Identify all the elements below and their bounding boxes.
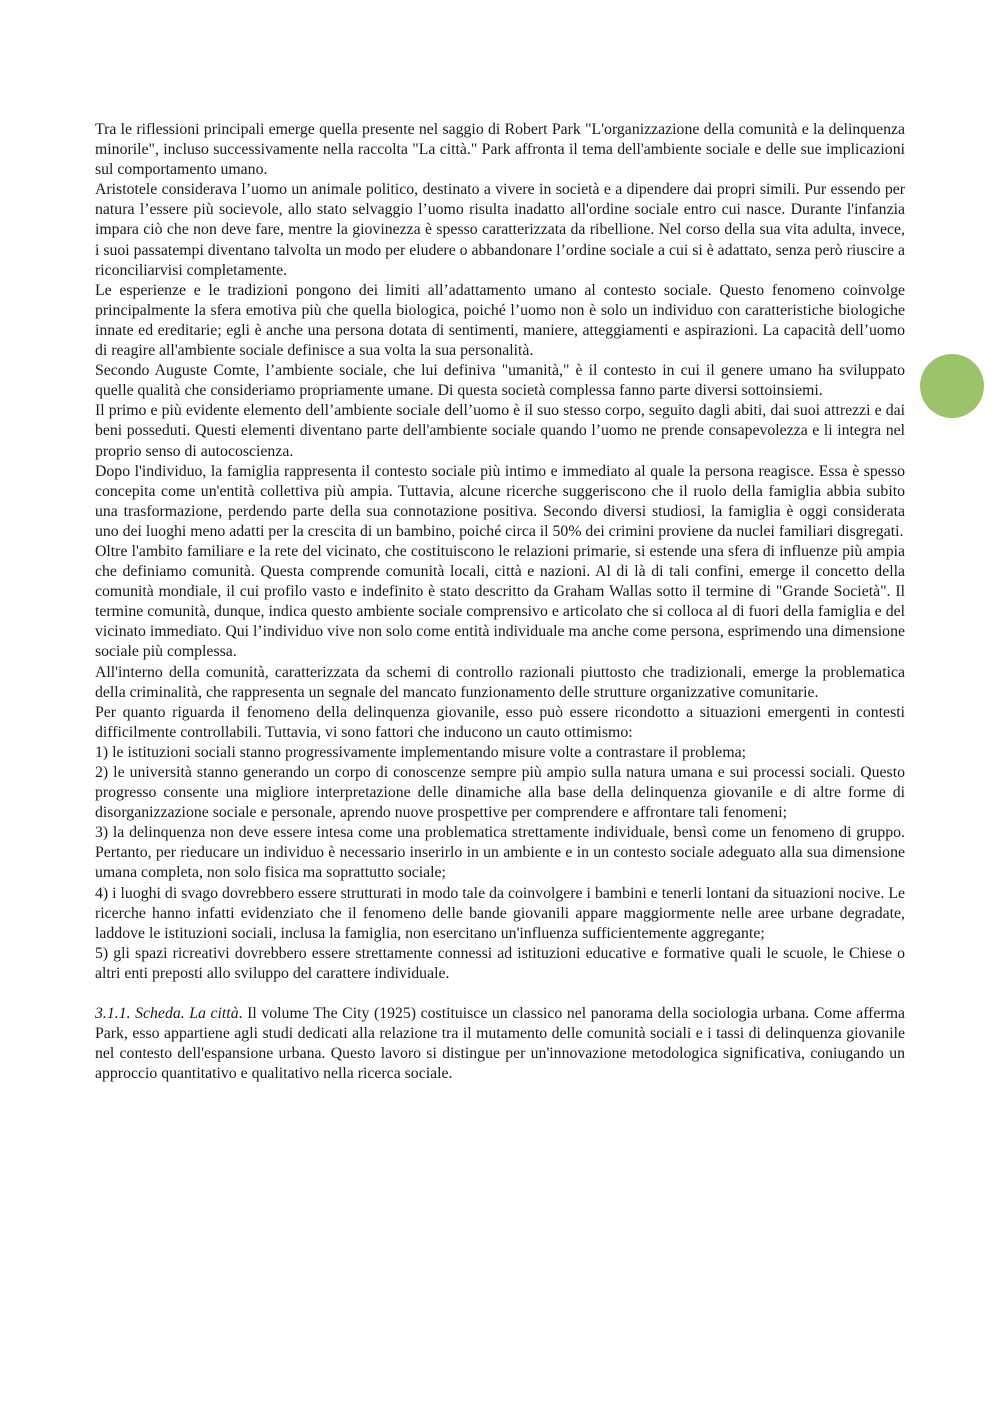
sheet-heading: 3.1.1. Scheda. La città — [95, 1005, 239, 1023]
list-item-2: 2) le università stanno generando un corpo di conoscenze sempre più ampio sulla natura umana e sui processi sociali. Questo progresso consente una migliore interpretazione delle dinamiche alla base della delinquenza giovanile e di altre forme di disorganizzazione sociale e personale, aprendo nuove prospettive per comprendere e affrontare tali fenomeni; — [95, 764, 905, 822]
list-item-1: 1) le istituzioni sociali stanno progressivamente implementando misure volte a contrastare il problema; — [95, 743, 747, 761]
list-item-3: 3) la delinquenza non deve essere intesa come una problematica strettamente individuale, bensì come un fenomeno di gruppo. Pertanto, per rieducare un individuo è necessario inserirlo in un ambiente e in un contesto sociale adeguato alla sua dimensione umana completa, non solo fisica ma soprattutto sociale; — [95, 824, 905, 882]
paragraph-juvenile-delinquency: Per quanto riguarda il fenomeno della delinquenza giovanile, esso può essere ricondotto a situazioni emergenti in contesti difficilmente controllabili. Tuttavia, vi sono fattori che inducono un cauto ottimismo: — [95, 703, 905, 741]
list-item-4: 4) i luoghi di svago dovrebbero essere strutturati in modo tale da coinvolgere i bambini e tenerli lontani da situazioni nocive. Le ricerche hanno infatti evidenziato che il fenomeno delle bande giovanili appare maggiormente nelle aree urbane degradate, laddove le istituzioni sociali, inclusa la famiglia, non esercitano un'influenza sufficientemente aggregante; — [95, 884, 905, 942]
paragraph-comte: Secondo Auguste Comte, l’ambiente sociale, che lui definiva "umanità," è il contesto in cui il genere umano ha sviluppato quelle qualità che consideriamo propriamente umane. Di questa società complessa fanno parte diversi sottoinsiemi. — [95, 362, 905, 400]
paragraph-criminality: All'interno della comunità, caratterizzata da schemi di controllo razionali piuttosto che tradizionali, emerge la problematica della criminalità, che rappresenta un segnale del mancato funzionamento delle strutture organizzative comunitarie. — [95, 663, 905, 701]
paragraph-family: Dopo l'individuo, la famiglia rappresenta il contesto sociale più intimo e immediato al quale la persona reagisce. Essa è spesso concepita come un'entità collettiva più ampia. Tuttavia, alcune ricerche suggeriscono che il ruolo della famiglia abbia subito una trasformazione, perdendo parte della sua connotazione positiva. Secondo diversi studiosi, la famiglia è oggi considerata uno dei luoghi meno adatti per la crescita di un bambino, poiché circa il 50% dei crimini proviene da nuclei familiari disgregati. — [95, 462, 905, 540]
paragraph-park-essay: Tra le riflessioni principali emerge quella presente nel saggio di Robert Park "L'organizzazione della comunità e la delinquenza minorile", incluso successivamente nella raccolta "La città." Park affronta il tema dell'ambiente sociale e delle sue implicazioni sul comportamento umano. — [95, 121, 905, 179]
paragraph-experiences: Le esperienze e le tradizioni pongono dei limiti all’adattamento umano al contesto sociale. Questo fenomeno coinvolge principalmente la sfera emotiva più che quella biologica, poiché l’uomo non è solo un individuo con caratteristiche biologiche innate ed ereditarie; egli è anche una persona dotata di sentimenti, maniere, atteggiamenti e aspirazioni. La capacità dell’uomo di reagire all'ambiente sociale definisce a sua volta la sua personalità. — [95, 281, 905, 360]
document-body — [95, 120, 905, 1084]
list-item-5: 5) gli spazi ricreativi dovrebbero essere strettamente connessi ad istituzioni educative e formative quali le scuole, le Chiese o altri enti preposti allo sviluppo del carattere individuale. — [95, 944, 905, 982]
paragraph-aristotle: Aristotele considerava l’uomo un animale politico, destinato a vivere in società e a dipendere dai propri simili. Pur essendo per natura l’essere più socievole, allo stato selvaggio l’uomo risulta inadatto all'ordine sociale entro cui nasce. Durante l'infanzia impara ciò che non deve fare, mentre la giovinezza è spesso caratterizzata da ribellione. Nel corso della sua vita adulta, invece, i suoi passatempi diventano talvolta un modo per eludere o abbandonare l’ordine sociale a cui si è adattato, senza però riuscire a riconciliarvisi completamente. — [95, 181, 905, 279]
paragraph-body-element: Il primo e più evidente elemento dell’ambiente sociale dell’uomo è il suo stesso corpo, seguito dagli abiti, dai suoi attrezzi e dai beni posseduti. Questi elementi diventano parte dell'ambiente sociale quando l’uomo ne prende consapevolezza e li integra nel proprio senso di autocoscienza. — [95, 402, 905, 460]
paragraph-community: Oltre l'ambito familiare e la rete del vicinato, che costituiscono le relazioni primarie, si estende una sfera di influenze più ampia che definiamo comunità. Questa comprende comunità locali, città e nazioni. Al di là di tali confini, emerge il concetto della comunità mondiale, il cui profilo vasto e indefinito è stato descritto da Graham Wallas sotto il termine di "Grande Società". Il termine comunità, dunque, indica questo ambiente sociale comprensivo e articolato che si colloca al di fuori della famiglia e del vicinato immediato. Qui l’individuo vive non solo come entità individuale ma anche come persona, esprimendo una dimensione sociale più complessa. — [95, 542, 905, 661]
decorative-green-circle — [920, 354, 984, 418]
sheet-paragraph — [95, 1004, 905, 1084]
sheet-body: . Il volume The City (1925) costituisce un classico nel panorama della sociologia urbana. Come afferma Park, esso appartiene agli studi dedicati alla relazione tra il mutamento delle comunità sociali e i tassi di delinquenza giovanile nel contesto dell'espansione urbana. Questo lavoro si distingue per un'innovazione metodologica significativa, coniugando un approccio quantitativo e qualitativo nella ricerca sociale. — [95, 1005, 906, 1083]
